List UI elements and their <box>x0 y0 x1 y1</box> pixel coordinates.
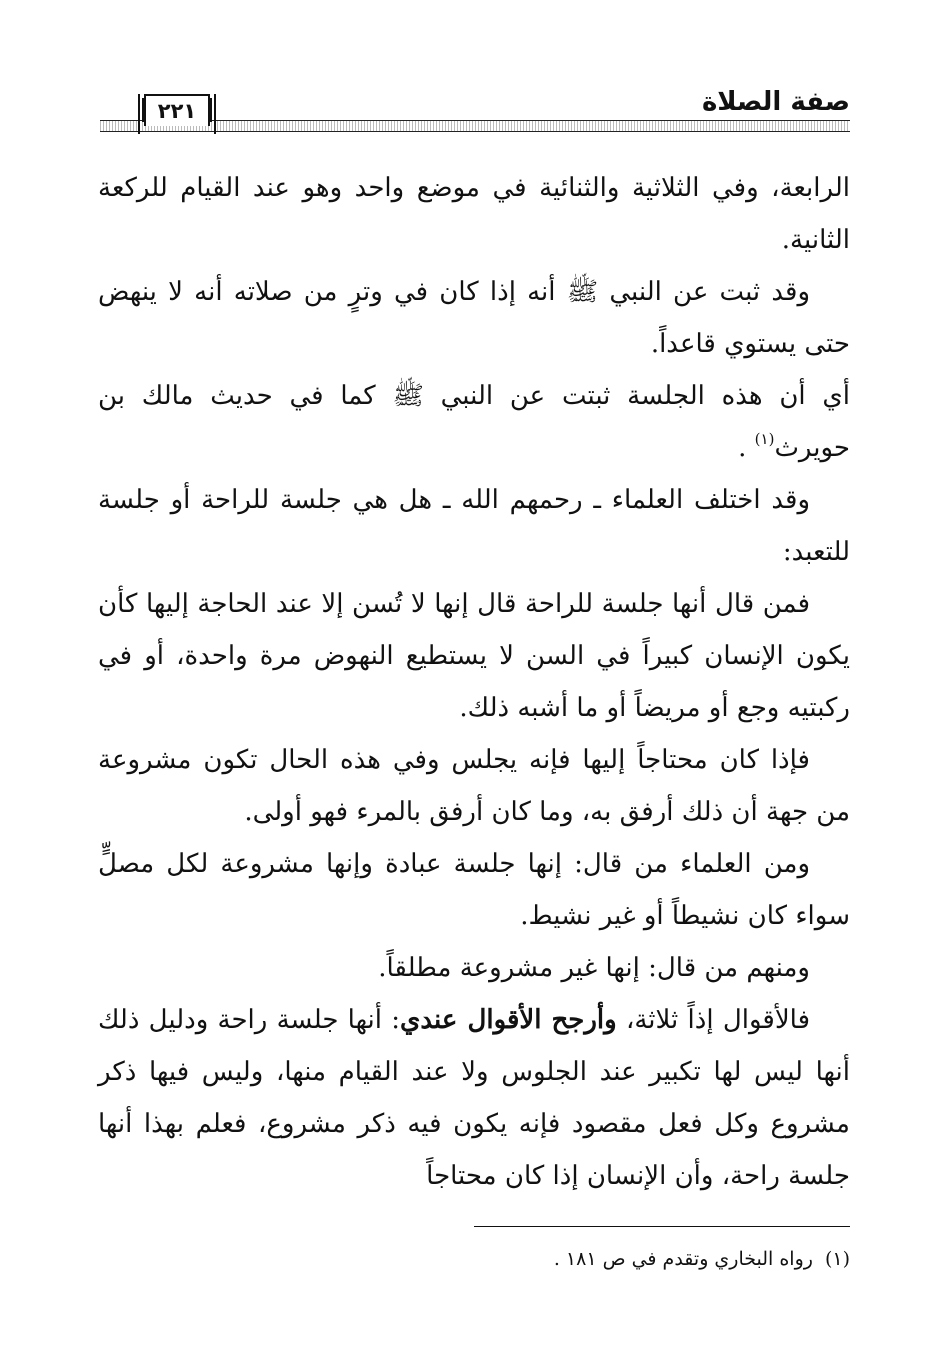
paragraph-2: وقد ثبت عن النبي ﷺ أنه إذا كان في وترٍ من صلاته أنه لا ينهض حتى يستوي قاعداً. <box>98 277 850 359</box>
paragraph-1: الرابعة، وفي الثلاثية والثنائية في موضع واحد وهو عند القيام للركعة الثانية. <box>98 173 850 255</box>
paragraph-5: فمن قال أنها جلسة للراحة قال إنها لا تُسن إلا عند الحاجة إليها كأن يكون الإنسان كبيراً في السن لا يستطيع النهوض مرة واحدة، أو في ركبتيه وجع أو مريضاً أو ما أشبه ذلك. <box>98 589 850 723</box>
body-text <box>98 162 850 1202</box>
running-header <box>100 86 850 134</box>
header-title: صفة الصلاة <box>701 87 850 117</box>
footnote <box>554 1244 850 1274</box>
footnote-reference: (١) <box>754 430 775 448</box>
paragraph-8: ومنهم من قال: إنها غير مشروعة مطلقاً. <box>378 953 810 983</box>
paragraph-3-end: . <box>738 433 747 463</box>
page-number: ٢٢١ <box>144 94 210 126</box>
footnote-separator <box>474 1226 850 1227</box>
header-rule <box>100 120 850 132</box>
paragraph-3 <box>98 370 850 474</box>
footnote-number: (١) <box>824 1248 850 1270</box>
paragraph-6: فإذا كان محتاجاً إليها فإنه يجلس وفي هذه الحال تكون مشروعة من جهة أن ذلك أرفق به، وما كان أرفق بالمرء فهو أولى. <box>98 745 850 827</box>
paragraph-9-rest: : أنها جلسة راحة ودليل ذلك أنها ليس لها تكبير عند الجلوس ولا عند القيام منها، وليس فيها ذكر مشروع وكل فعل مقصود فإنه يكون فيه ذكر مشروع، فعلم بهذا أنها جلسة راحة، وأن الإنسان إذا كان محتاجاً <box>98 1005 850 1191</box>
paragraph-9-lead: فالأقوال إذاً ثلاثة، <box>616 1005 810 1035</box>
paragraph-9 <box>98 994 850 1202</box>
paragraph-4: وقد اختلف العلماء ـ رحمهم الله ـ هل هي جلسة للراحة أو جلسة للتعبد: <box>98 485 850 567</box>
footnote-text: رواه البخاري وتقدم في ص ١٨١ . <box>553 1248 813 1270</box>
emphasized-phrase: وأرجح الأقوال عندي <box>400 1005 617 1035</box>
paragraph-3-text: أي أن هذه الجلسة ثبتت عن النبي ﷺ كما في حديث مالك بن حويرث <box>98 381 850 463</box>
paragraph-7: ومن العلماء من قال: إنها جلسة عبادة وإنها مشروعة لكل مصلٍّ سواء كان نشيطاً أو غير نشيط. <box>98 849 850 931</box>
